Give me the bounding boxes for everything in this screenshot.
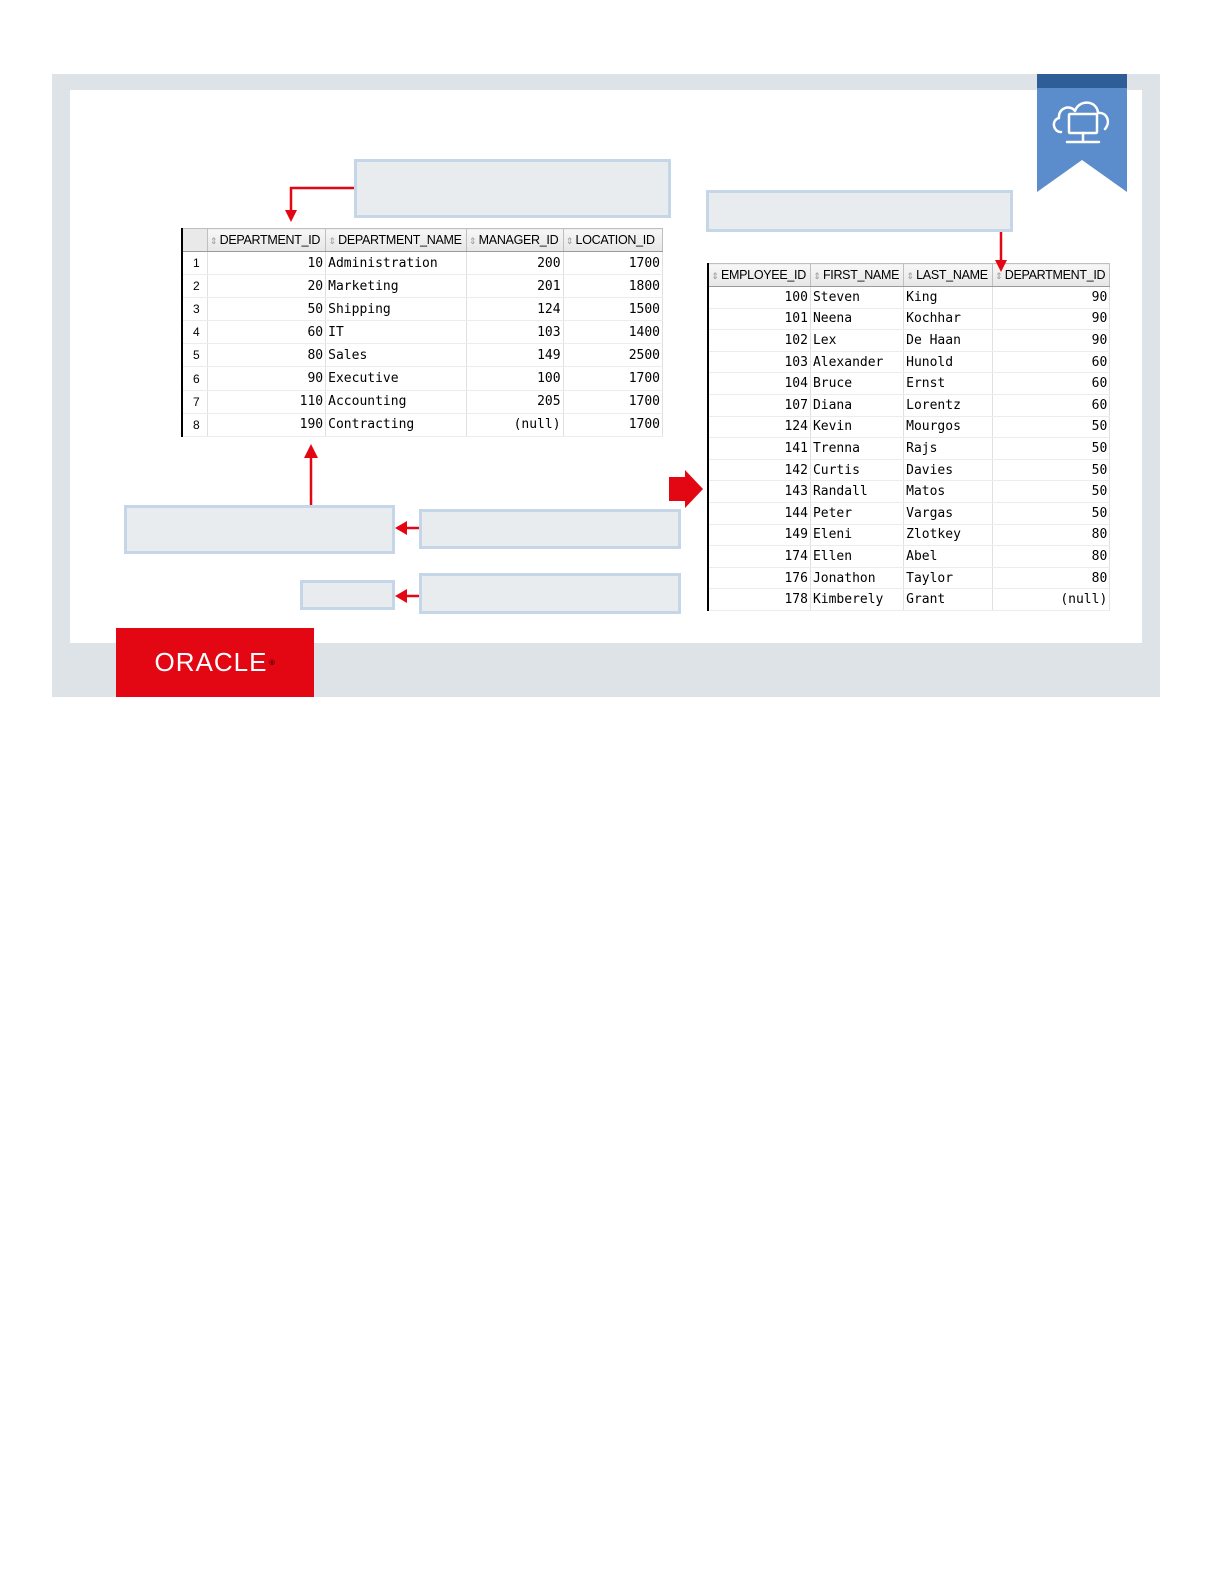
- department-name-cell: Administration: [326, 252, 467, 275]
- department-id-cell: 80: [207, 344, 326, 367]
- first-name-cell: Peter: [810, 502, 903, 524]
- employee-id-cell: 143: [708, 481, 810, 503]
- department-id-cell: 20: [207, 275, 326, 298]
- last-name-cell: Taylor: [904, 567, 993, 589]
- department-id-cell: 50: [992, 481, 1110, 503]
- employee-id-cell: 141: [708, 438, 810, 460]
- first-name-cell: Neena: [810, 308, 903, 330]
- department-name-cell: Shipping: [326, 298, 467, 321]
- first-name-cell: Eleni: [810, 524, 903, 546]
- location-id-cell: 2500: [563, 344, 662, 367]
- department-name-cell: Executive: [326, 367, 467, 390]
- department-id-cell: 80: [992, 524, 1110, 546]
- registered-mark: ®: [268, 658, 276, 667]
- row-number: 7: [182, 390, 207, 413]
- employee-id-cell: 107: [708, 394, 810, 416]
- sort-arrows-icon: ⇕: [469, 235, 477, 246]
- first-name-cell: Curtis: [810, 459, 903, 481]
- department-id-fk-header[interactable]: ⇕ DEPARTMENT_ID: [992, 264, 1110, 287]
- employee-id-cell: 103: [708, 351, 810, 373]
- last-name-cell: Zlotkey: [904, 524, 993, 546]
- manager-id-cell: 124: [466, 298, 563, 321]
- department-id-cell: 90: [207, 367, 326, 390]
- location-id-cell: 1700: [563, 413, 662, 436]
- location-id-cell: 1700: [563, 367, 662, 390]
- department-id-cell: 60: [207, 321, 326, 344]
- last-name-cell: Kochhar: [904, 308, 993, 330]
- first-name-cell: Trenna: [810, 438, 903, 460]
- department-id-cell: (null): [992, 589, 1110, 611]
- first-name-header[interactable]: ⇕ FIRST_NAME: [810, 264, 903, 287]
- first-name-cell: Jonathon: [810, 567, 903, 589]
- sort-arrows-icon: ⇕: [565, 235, 574, 246]
- row-number: 2: [182, 275, 207, 298]
- department-name-cell: Marketing: [326, 275, 467, 298]
- department-id-cell: 50: [207, 298, 326, 321]
- last-name-cell: Lorentz: [904, 394, 993, 416]
- sort-arrows-icon: ⇕: [906, 270, 914, 281]
- location-id-cell: 1800: [563, 275, 662, 298]
- arrow-foreign-key: [995, 232, 1007, 272]
- manager-id-cell: 149: [466, 344, 563, 367]
- department-name-cell: IT: [326, 321, 467, 344]
- employee-id-cell: 104: [708, 373, 810, 395]
- first-name-cell: Steven: [810, 287, 903, 309]
- first-name-cell: Alexander: [810, 351, 903, 373]
- arrow-primary-key: [285, 188, 354, 222]
- arrow-column-label: [395, 589, 419, 603]
- employee-id-cell: 144: [708, 502, 810, 524]
- department-id-cell: 60: [992, 373, 1110, 395]
- location-id-cell: 1400: [563, 321, 662, 344]
- oracle-logo: [116, 628, 314, 697]
- department-id-cell: 90: [992, 330, 1110, 352]
- sort-arrows-icon: ⇕: [711, 270, 719, 281]
- last-name-cell: Rajs: [904, 438, 993, 460]
- department-id-cell: 80: [992, 567, 1110, 589]
- last-name-cell: Abel: [904, 546, 993, 568]
- last-name-cell: Hunold: [904, 351, 993, 373]
- department-id-cell: 110: [207, 390, 326, 413]
- arrow-table-name: [304, 444, 318, 505]
- department-id-cell: 10: [207, 252, 326, 275]
- department-id-cell: 50: [992, 459, 1110, 481]
- department-id-cell: 90: [992, 308, 1110, 330]
- row-number: 4: [182, 321, 207, 344]
- first-name-cell: Ellen: [810, 546, 903, 568]
- manager-id-header[interactable]: ⇕ MANAGER_ID: [466, 229, 563, 252]
- department-id-header[interactable]: ⇕ DEPARTMENT_ID: [207, 229, 326, 252]
- department-id-cell: 90: [992, 287, 1110, 309]
- sort-arrows-icon: ⇕: [995, 270, 1003, 281]
- row-number: 3: [182, 298, 207, 321]
- last-name-cell: De Haan: [904, 330, 993, 352]
- row-number: 5: [182, 344, 207, 367]
- manager-id-cell: 200: [466, 252, 563, 275]
- row-number: 6: [182, 367, 207, 390]
- last-name-cell: Mourgos: [904, 416, 993, 438]
- location-id-cell: 1500: [563, 298, 662, 321]
- first-name-cell: Randall: [810, 481, 903, 503]
- department-id-cell: 60: [992, 351, 1110, 373]
- sort-arrows-icon: ⇕: [328, 235, 336, 246]
- employee-id-cell: 102: [708, 330, 810, 352]
- row-number: 1: [182, 252, 207, 275]
- department-name-header[interactable]: ⇕ DEPARTMENT_NAME: [326, 229, 467, 252]
- department-id-cell: 50: [992, 416, 1110, 438]
- employee-id-cell: 149: [708, 524, 810, 546]
- employee-id-cell: 174: [708, 546, 810, 568]
- employee-id-cell: 101: [708, 308, 810, 330]
- arrow-row-label: [395, 521, 419, 535]
- location-id-header[interactable]: ⇕ LOCATION_ID: [563, 229, 662, 252]
- sort-arrows-icon: ⇕: [210, 235, 218, 246]
- department-name-cell: Sales: [326, 344, 467, 367]
- manager-id-cell: 103: [466, 321, 563, 344]
- first-name-cell: Diana: [810, 394, 903, 416]
- manager-id-cell: 205: [466, 390, 563, 413]
- employee-id-header[interactable]: ⇕ EMPLOYEE_ID: [708, 264, 810, 287]
- row-number: 8: [182, 413, 207, 436]
- department-id-cell: 190: [207, 413, 326, 436]
- location-id-cell: 1700: [563, 390, 662, 413]
- arrow-right-icon: [669, 470, 703, 508]
- oracle-logo-text: ORACLE: [154, 647, 268, 677]
- first-name-cell: Lex: [810, 330, 903, 352]
- last-name-header[interactable]: ⇕ LAST_NAME: [904, 264, 993, 287]
- employee-id-cell: 124: [708, 416, 810, 438]
- department-id-cell: 50: [992, 438, 1110, 460]
- last-name-cell: Grant: [904, 589, 993, 611]
- employee-id-cell: 176: [708, 567, 810, 589]
- first-name-cell: Kevin: [810, 416, 903, 438]
- employee-id-cell: 100: [708, 287, 810, 309]
- last-name-cell: King: [904, 287, 993, 309]
- first-name-cell: Kimberely: [810, 589, 903, 611]
- employee-id-cell: 142: [708, 459, 810, 481]
- employee-id-cell: 178: [708, 589, 810, 611]
- first-name-cell: Bruce: [810, 373, 903, 395]
- department-id-cell: 80: [992, 546, 1110, 568]
- department-id-cell: 60: [992, 394, 1110, 416]
- last-name-cell: Matos: [904, 481, 993, 503]
- department-id-cell: 50: [992, 502, 1110, 524]
- sort-arrows-icon: ⇕: [813, 270, 821, 281]
- location-id-cell: 1700: [563, 252, 662, 275]
- last-name-cell: Vargas: [904, 502, 993, 524]
- department-name-cell: Contracting: [326, 413, 467, 436]
- last-name-cell: Davies: [904, 459, 993, 481]
- department-name-cell: Accounting: [326, 390, 467, 413]
- last-name-cell: Ernst: [904, 373, 993, 395]
- manager-id-cell: 201: [466, 275, 563, 298]
- manager-id-cell: 100: [466, 367, 563, 390]
- manager-id-cell: (null): [466, 413, 563, 436]
